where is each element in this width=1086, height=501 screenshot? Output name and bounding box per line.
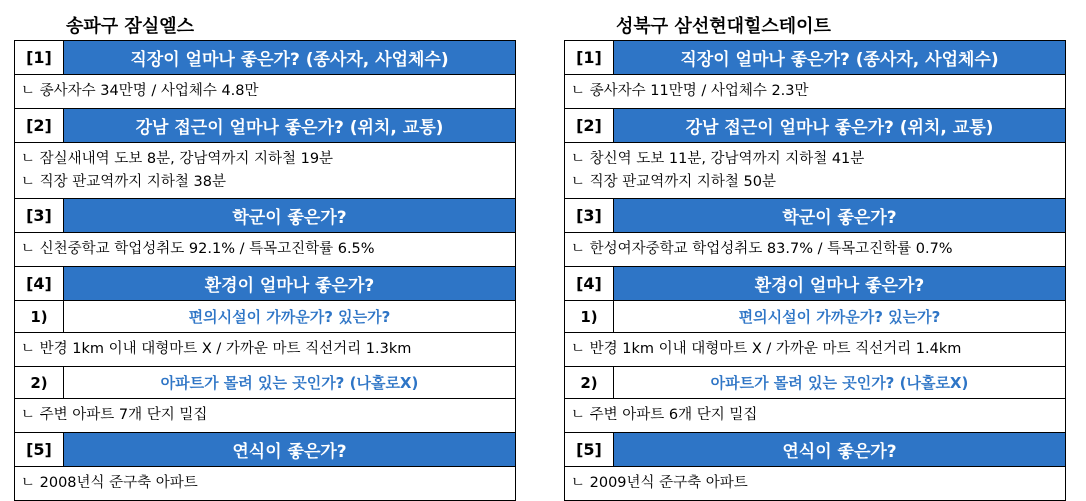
detail-line: ㄴ 잠실새내역 도보 8분, 강남역까지 지하철 19분	[21, 150, 334, 167]
section-title: 강남 접근이 얼마나 좋은가? (위치, 교통)	[614, 109, 1065, 142]
detail-line: ㄴ 직장 판교역까지 지하철 50분	[571, 173, 776, 190]
panel-title: 성북구 삼선현대힐스테이트	[616, 16, 831, 37]
section-title: 환경이 얼마나 좋은가?	[64, 267, 515, 300]
detail-line: ㄴ 주변 아파트 6개 단지 밀집	[571, 407, 758, 423]
section-title: 학군이 좋은가?	[64, 199, 515, 232]
detail-row	[564, 233, 1066, 267]
detail-line: ㄴ 반경 1km 이내 대형마트 X / 가까운 마트 직선거리 1.4km	[571, 341, 962, 357]
section-number: [4]	[565, 267, 614, 300]
section-number: [2]	[565, 109, 614, 142]
detail-row	[14, 467, 516, 501]
detail-row	[14, 143, 516, 199]
subsection-number: 1)	[565, 301, 614, 332]
section-number: [5]	[565, 433, 614, 466]
section-title: 직장이 얼마나 좋은가? (종사자, 사업체수)	[614, 41, 1065, 74]
detail-row	[564, 333, 1066, 367]
criteria-table	[564, 40, 1066, 501]
subsection-title: 편의시설이 가까운가? 있는가?	[188, 308, 391, 326]
section-header	[14, 433, 516, 467]
detail-line: ㄴ 신천중학교 학업성취도 92.1% / 특목고진학률 6.5%	[21, 241, 375, 257]
detail-row	[564, 467, 1066, 501]
subsection-title: 아파트가 몰려 있는 곳인가? (나홀로X)	[160, 374, 419, 392]
panel-title: 송파구 잠실엘스	[66, 16, 194, 37]
section-title: 환경이 얼마나 좋은가?	[614, 267, 1065, 300]
section-number: [4]	[15, 267, 64, 300]
section-title: 직장이 얼마나 좋은가? (종사자, 사업체수)	[64, 41, 515, 74]
detail-line: ㄴ 반경 1km 이내 대형마트 X / 가까운 마트 직선거리 1.3km	[21, 341, 412, 357]
subsection-number: 2)	[15, 367, 64, 398]
detail-line: ㄴ 창신역 도보 11분, 강남역까지 지하철 41분	[571, 150, 865, 167]
subsection-number: 2)	[565, 367, 614, 398]
detail-row	[14, 399, 516, 433]
subsection-header	[14, 367, 516, 399]
section-header	[14, 41, 516, 75]
subsection-title: 아파트가 몰려 있는 곳인가? (나홀로X)	[710, 374, 969, 392]
subsection-header	[564, 367, 1066, 399]
detail-line: ㄴ 직장 판교역까지 지하철 38분	[21, 173, 226, 190]
section-number: [5]	[15, 433, 64, 466]
section-header	[564, 199, 1066, 233]
section-title: 연식이 좋은가?	[614, 433, 1065, 466]
section-number: [3]	[15, 199, 64, 232]
detail-line: ㄴ 한성여자중학교 학업성취도 83.7% / 특목고진학률 0.7%	[571, 241, 953, 257]
section-title: 학군이 좋은가?	[614, 199, 1065, 232]
detail-row	[564, 143, 1066, 199]
section-title: 연식이 좋은가?	[64, 433, 515, 466]
section-number: [1]	[15, 41, 64, 74]
section-title: 강남 접근이 얼마나 좋은가? (위치, 교통)	[64, 109, 515, 142]
section-header	[564, 267, 1066, 301]
subsection-header	[14, 301, 516, 333]
detail-line: ㄴ 2008년식 준구축 아파트	[21, 475, 198, 491]
section-header	[564, 109, 1066, 143]
panel-songpa	[14, 14, 516, 501]
detail-line: ㄴ 종사자수 11만명 / 사업체수 2.3만	[571, 83, 809, 99]
subsection-header	[564, 301, 1066, 333]
criteria-table	[14, 40, 516, 501]
section-header	[564, 41, 1066, 75]
detail-row	[14, 233, 516, 267]
detail-line: ㄴ 2009년식 준구축 아파트	[571, 475, 748, 491]
detail-line: ㄴ 주변 아파트 7개 단지 밀집	[21, 407, 208, 423]
panel-seongbuk	[564, 14, 1066, 501]
section-header	[14, 267, 516, 301]
section-header	[14, 199, 516, 233]
subsection-number: 1)	[15, 301, 64, 332]
detail-row	[564, 399, 1066, 433]
detail-line: ㄴ 종사자수 34만명 / 사업체수 4.8만	[21, 83, 259, 99]
section-number: [2]	[15, 109, 64, 142]
section-number: [1]	[565, 41, 614, 74]
section-header	[564, 433, 1066, 467]
section-header	[14, 109, 516, 143]
detail-row	[564, 75, 1066, 109]
section-number: [3]	[565, 199, 614, 232]
subsection-title: 편의시설이 가까운가? 있는가?	[738, 308, 941, 326]
detail-row	[14, 75, 516, 109]
detail-row	[14, 333, 516, 367]
